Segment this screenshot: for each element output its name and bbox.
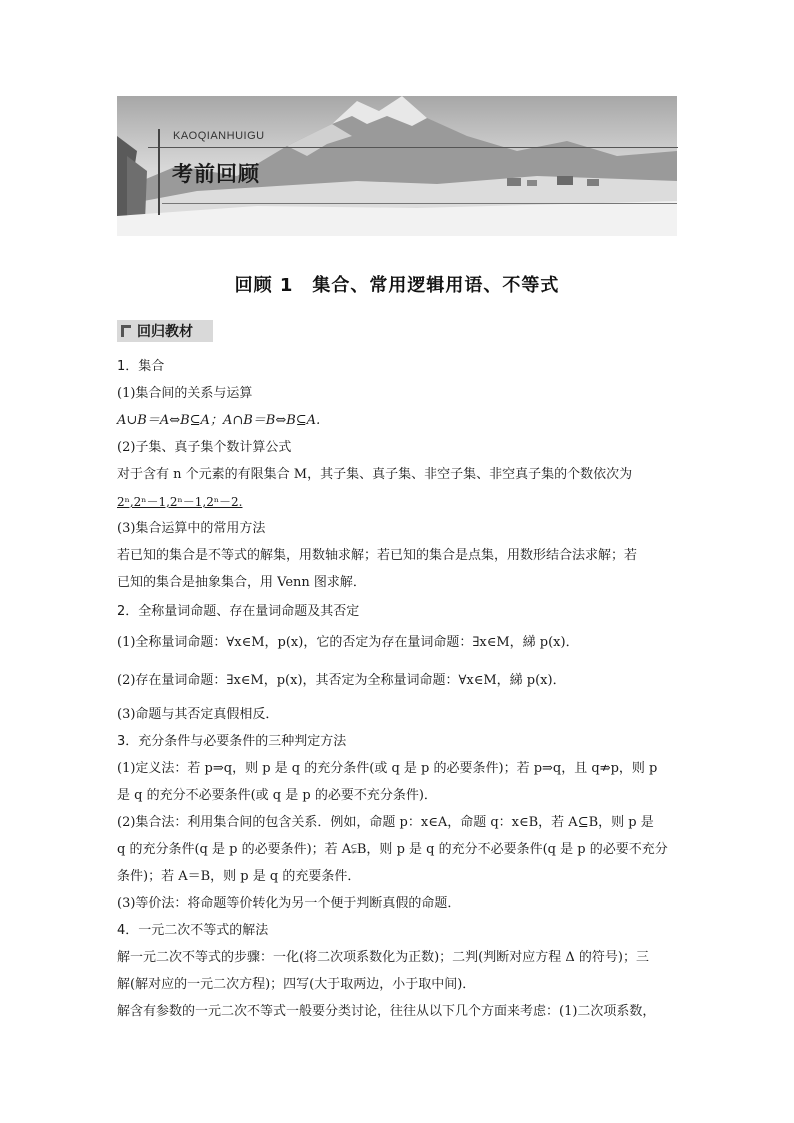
banner-rule <box>148 147 678 148</box>
banner-underline <box>162 203 677 204</box>
text-line: q 的充分条件(q 是 p 的必要条件)；若 A⫋B，则 p 是 q 的充分不必要条件(q 是 p 的必要不充分 <box>117 842 668 857</box>
section-tag-label: 回归教材 <box>137 324 193 340</box>
heading-quantifiers: 2．全称量词命题、存在量词命题及其否定 <box>117 604 360 619</box>
text-line: (3)等价法：将命题等价转化为另一个便于判断真假的命题． <box>117 896 461 911</box>
section-title: 回顾 1 集合、常用逻辑用语、不等式 <box>234 275 560 296</box>
text-line: 解一元二次不等式的步骤：一化(将二次项系数化为正数)；二判(判断对应方程 Δ 的符号)；三 <box>117 950 649 965</box>
text-line: 条件)；若 A＝B，则 p 是 q 的充要条件． <box>117 869 361 884</box>
heading-sets: 1．集合 <box>117 359 165 374</box>
banner-title: 考前回顾 <box>172 162 260 186</box>
text-line: (2)集合法：利用集合间的包含关系．例如，命题 p：x∈A，命题 q：x∈B，若 A⊆B，则 p 是 <box>117 815 654 830</box>
text-line: 解含有参数的一元二次不等式一般要分类讨论，往往从以下几个方面来考虑：(1)二次项系数， <box>117 1004 656 1019</box>
formula-line: A∪B＝A⇔B⊆A；A∩B＝B⇔B⊆A. <box>117 413 321 428</box>
text-line: 已知的集合是抽象集合，用 Venn 图求解． <box>117 575 366 590</box>
text-line: (3)集合运算中的常用方法 <box>117 521 266 536</box>
text-line: (1)集合间的关系与运算 <box>117 386 253 401</box>
text-line: 是 q 的充分不必要条件(或 q 是 p 的必要不充分条件)． <box>117 788 437 803</box>
text-line: 解(解对应的一元二次方程)；四写(大于取两边，小于取中间)． <box>117 977 476 992</box>
text-line: (1)全称量词命题：∀x∈M，p(x)，它的否定为存在量词命题：∃x∈M，綈 p(x)． <box>117 635 579 650</box>
text-line: (3)命题与其否定真假相反． <box>117 707 279 722</box>
text-line: (1)定义法：若 p⇒q，则 p 是 q 的充分条件(或 q 是 p 的必要条件)；若 p⇒q，且 q⇏p，则 p <box>117 761 658 776</box>
heading-inequality: 4．一元二次不等式的解法 <box>117 923 269 938</box>
section-tag <box>117 320 213 342</box>
text-line: (2)子集、真子集个数计算公式 <box>117 440 292 455</box>
text-line: 对于含有 n 个元素的有限集合 M，其子集、真子集、非空子集、非空真子集的个数依次为 <box>117 467 633 482</box>
banner-subtitle: KAOQIANHUIGU <box>173 130 265 142</box>
banner-tick <box>158 129 160 215</box>
heading-conditions: 3．充分条件与必要条件的三种判定方法 <box>117 734 347 749</box>
bookmark-icon <box>121 325 131 337</box>
text-line: 若已知的集合是不等式的解集，用数轴求解；若已知的集合是点集，用数形结合法求解；若 <box>117 548 638 563</box>
text-line: (2)存在量词命题：∃x∈M，p(x)，其否定为全称量词命题：∀x∈M，綈 p(x)． <box>117 673 566 688</box>
formula-line: 2ⁿ,2ⁿ－1,2ⁿ－1,2ⁿ－2. <box>117 495 243 509</box>
